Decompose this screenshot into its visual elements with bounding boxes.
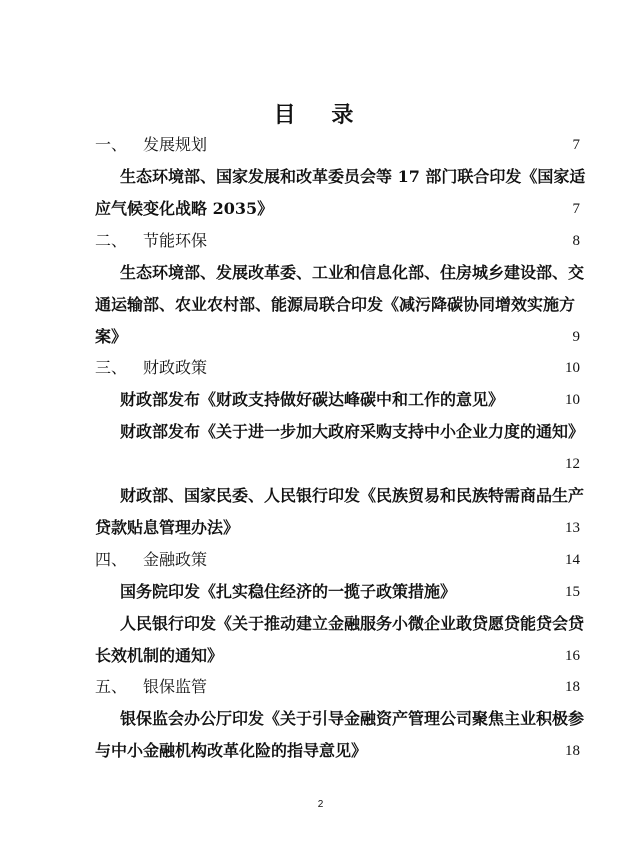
toc-entry-7-line-1[interactable]: 人民银行印发《关于推动建立金融服务小微企业敢贷愿贷能贷会贷	[120, 614, 585, 633]
toc-entry-5-line-2[interactable]: 贷款贴息管理办法》	[95, 518, 240, 537]
section-label: 金融政策	[143, 550, 208, 569]
entry-page-number: 16	[565, 648, 580, 664]
page-footer-number: 2	[317, 799, 324, 810]
toc-entry-1-line-1[interactable]: 生态环境部、国家发展和改革委员会等 17 部门联合印发《国家适	[120, 167, 586, 186]
section-page-number: 10	[565, 360, 580, 376]
toc-entry-1-line-2[interactable]: 应气候变化战略 2035》	[95, 199, 274, 218]
toc-entry-3-line-1[interactable]: 财政部发布《财政支持做好碳达峰碳中和工作的意见》	[120, 390, 505, 409]
toc-section-5[interactable]	[95, 677, 207, 697]
section-label: 财政政策	[143, 358, 208, 377]
section-label: 银保监管	[143, 677, 208, 696]
toc-entry-5-line-1[interactable]: 财政部、国家民委、人民银行印发《民族贸易和民族特需商品生产	[120, 486, 585, 505]
section-number: 五、	[95, 677, 128, 696]
entry-page-number: 10	[565, 392, 580, 408]
section-number: 二、	[95, 231, 128, 250]
entry-page-number: 9	[572, 329, 580, 345]
toc-title: 目 录	[273, 103, 368, 128]
section-number: 四、	[95, 550, 128, 569]
section-page-number: 8	[572, 233, 580, 249]
toc-section-1[interactable]	[95, 135, 207, 155]
section-page-number: 18	[565, 679, 580, 695]
section-page-number: 14	[565, 552, 580, 568]
toc-section-4[interactable]	[95, 550, 207, 570]
section-label: 节能环保	[143, 231, 208, 250]
toc-entry-2-line-2[interactable]: 通运输部、农业农村部、能源局联合印发《减污降碳协同增效实施方	[95, 295, 576, 314]
section-number: 三、	[95, 358, 128, 377]
entry-page-number: 12	[565, 456, 580, 472]
entry-page-number: 18	[565, 743, 580, 759]
toc-entry-8-line-2[interactable]: 与中小金融机构改革化险的指导意见》	[95, 741, 368, 760]
toc-entry-7-line-2[interactable]: 长效机制的通知》	[95, 646, 224, 665]
entry-page-number: 7	[572, 201, 580, 217]
entry-page-number: 15	[565, 584, 580, 600]
toc-entry-2-line-3[interactable]: 案》	[95, 327, 128, 346]
section-page-number: 7	[572, 137, 580, 153]
toc-entry-4-line-1[interactable]: 财政部发布《关于进一步加大政府采购支持中小企业力度的通知》	[120, 422, 585, 441]
toc-entry-8-line-1[interactable]: 银保监会办公厅印发《关于引导金融资产管理公司聚焦主业积极参	[120, 709, 585, 728]
section-number: 一、	[95, 135, 128, 154]
section-label: 发展规划	[143, 135, 208, 154]
toc-entry-2-line-1[interactable]: 生态环境部、发展改革委、工业和信息化部、住房城乡建设部、交	[120, 263, 585, 282]
toc-section-3[interactable]	[95, 358, 207, 378]
entry-page-number: 13	[565, 520, 580, 536]
toc-entry-6-line-1[interactable]: 国务院印发《扎实稳住经济的一揽子政策措施》	[120, 582, 457, 601]
toc-section-2[interactable]	[95, 231, 207, 251]
